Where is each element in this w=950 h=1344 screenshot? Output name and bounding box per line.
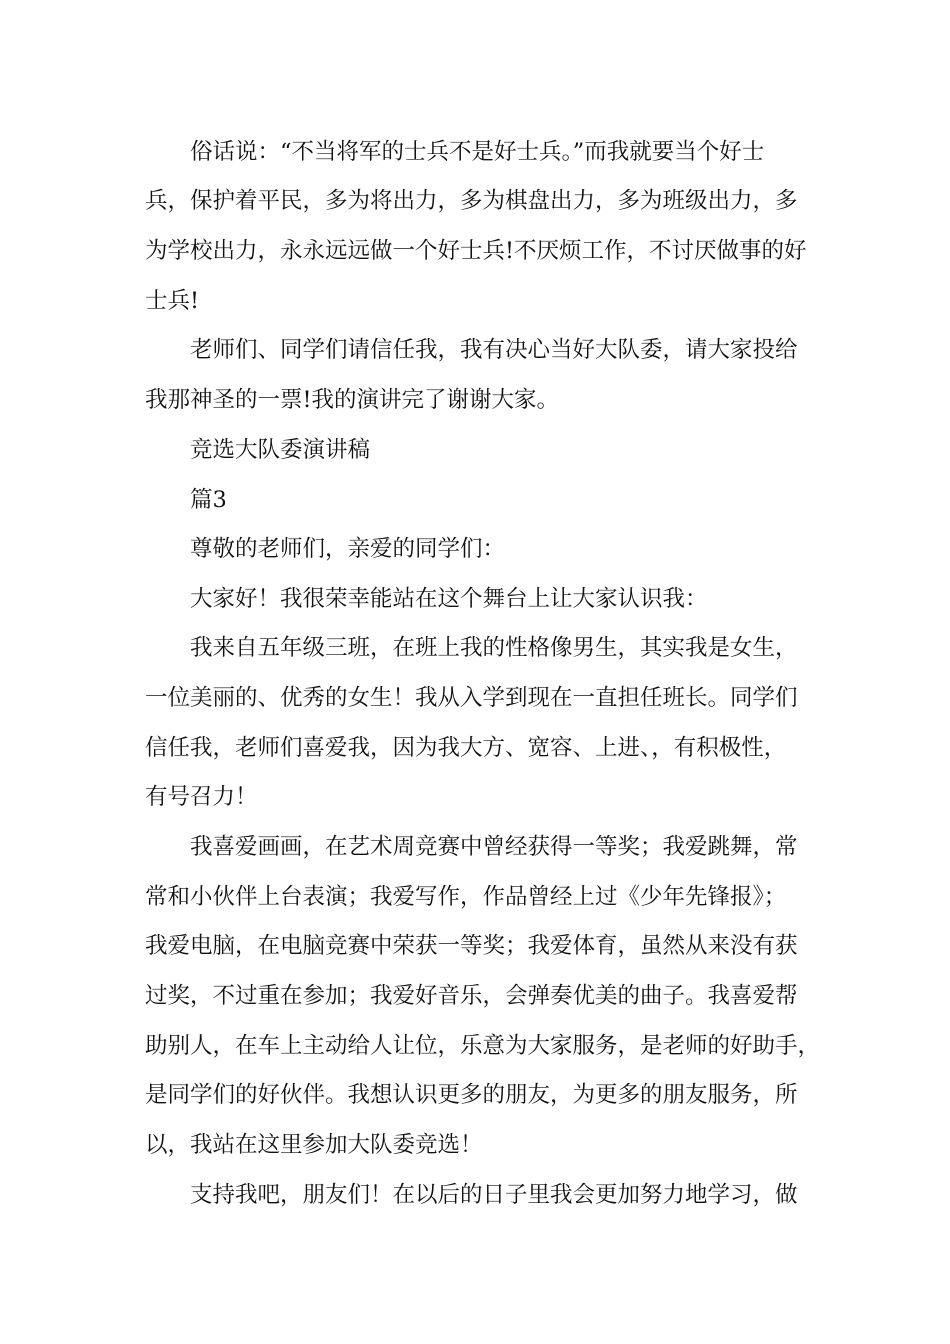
- text-line: 我喜爱画画，在艺术周竞赛中曾经获得一等奖；我爱跳舞，常: [190, 834, 798, 860]
- salutation: 尊敬的老师们，亲爱的同学们：: [190, 536, 506, 562]
- text-line: 俗话说：“不当将军的士兵不是好士兵。”而我就要当个好士: [190, 139, 765, 165]
- text-line: 助别人，在车上主动给人让位，乐意为大家服务，是老师的好助手，: [145, 1033, 821, 1059]
- text-line: 兵，保护着平民，多为将出力，多为棋盘出力，多为班级出力，多: [145, 188, 798, 214]
- text-line: 老师们、同学们请信任我，我有决心当好大队委，请大家投给: [190, 337, 798, 363]
- text-line: 士兵!: [145, 288, 200, 314]
- text-line: 我爱电脑，在电脑竞赛中荣获一等奖；我爱体育，虽然从来没有获: [145, 933, 798, 959]
- section-label: 篇3: [190, 487, 227, 513]
- text-line: 为学校出力，永永远远做一个好士兵!不厌烦工作，不讨厌做事的好: [145, 238, 807, 264]
- text-line: 是同学们的好伙伴。我想认识更多的朋友，为更多的朋友服务，所: [145, 1082, 798, 1108]
- text-line: 支持我吧，朋友们！在以后的日子里我会更加努力地学习，做: [190, 1182, 798, 1208]
- text-line: 过奖，不过重在参加；我爱好音乐，会弹奏优美的曲子。我喜爱帮: [145, 983, 798, 1009]
- text-line: 以，我站在这里参加大队委竞选！: [145, 1132, 483, 1158]
- text-line: 我来自五年级三班，在班上我的性格像男生，其实我是女生，: [190, 635, 798, 661]
- text-line: 我那神圣的一票!我的演讲完了谢谢大家。: [145, 387, 560, 413]
- text-line: 有号召力！: [145, 784, 258, 810]
- text-line: 一位美丽的、优秀的女生！我从入学到现在一直担任班长。同学们: [145, 685, 798, 711]
- section-title: 竞选大队委演讲稿: [190, 437, 371, 463]
- text-line: 信任我，老师们喜爱我，因为我大方、宽容、上进、，有积极性，: [145, 735, 787, 761]
- greeting: 大家好！我很荣幸能站在这个舞台上让大家认识我：: [190, 586, 708, 612]
- text-line: 常和小伙伴上台表演；我爱写作，作品曾经上过《少年先锋报》；: [145, 884, 787, 910]
